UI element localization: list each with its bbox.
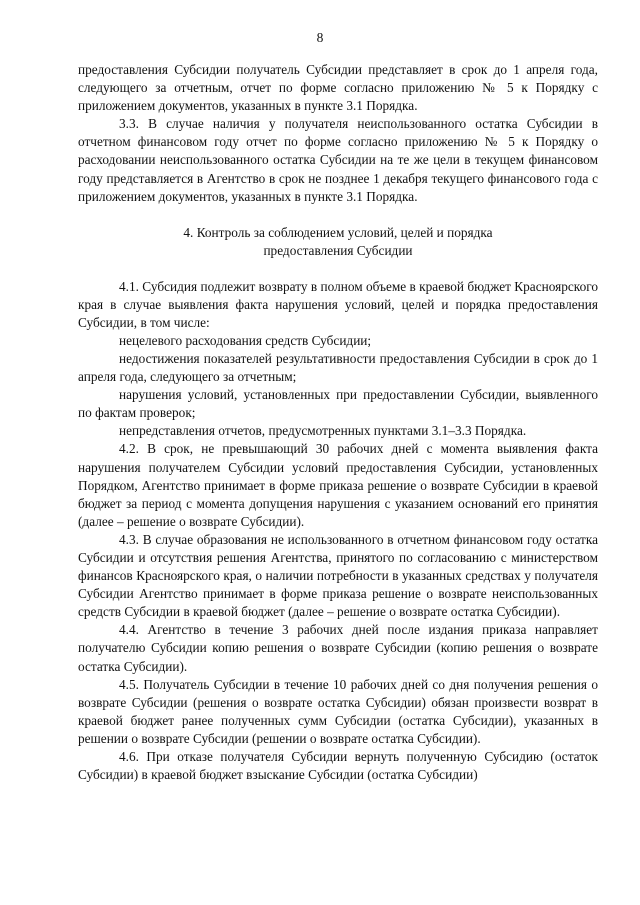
paragraph-4-1: 4.1. Субсидия подлежит возврату в полном объеме в краевой бюджет Красноярского края в случае выявления факта нарушения условий, целей и порядка предоставления Субсидии, в том числе: xyxy=(78,278,598,330)
section-heading-line-1: 4. Контроль за соблюдением условий, целей и порядка xyxy=(183,224,493,240)
paragraph-4-3: 4.3. В случае образования не использованного в отчетном финансовом году остатка Субсидии и отсутствия решения Агентства, принятого по согласованию с министерством финансов Красноярского края, о наличии потребности в указанных средствах у получателя Субсидии Агентство принимает в форме приказа решение о возврате неиспользованных средств Субсидии в краевой бюджет (далее – решение о возврате остатка Субсидии). xyxy=(78,531,598,620)
paragraph-3-2-continuation: предоставления Субсидии получатель Субсидии представляет в срок до 1 апреля года, следующего за отчетным, отчет по форме согласно приложению № 5 к Порядку с приложением документов, указанных в пункте 3.1 Порядка. xyxy=(78,62,598,114)
list-item-violations: нарушения условий, установленных при предоставлении Субсидии, выявленного по фактам проверок; xyxy=(78,387,598,421)
document-body xyxy=(78,61,598,784)
paragraph-3-3: 3.3. В случае наличия у получателя неиспользованного остатка Субсидии в отчетном финансовом году отчет по форме согласно приложению № 5 к Порядку о расходовании неиспользованного остатка Субсидии на те же цели в текущем финансовом году представляется в Агентство в срок не позднее 1 декабря текущего финансового года с приложением документов, указанных в пункте 3.1 Порядка. xyxy=(78,116,598,204)
paragraph-4-6: 4.6. При отказе получателя Субсидии вернуть полученную Субсидию (остаток Субсидии) в краевой бюджет взыскание Субсидии (остатка Субсидии) xyxy=(78,749,598,783)
list-item-reports: непредставления отчетов, предусмотренных пунктами 3.1–3.3 Порядка. xyxy=(119,423,527,439)
list-item-misuse: нецелевого расходования средств Субсидии; xyxy=(119,332,372,348)
paragraph-4-4: 4.4. Агентство в течение 3 рабочих дней после издания приказа направляет получателю Субсидии копию решения о возврате Субсидии (копию решения о возврате остатка Субсидии). xyxy=(78,622,598,674)
paragraph-4-5: 4.5. Получатель Субсидии в течение 10 рабочих дней со дня получения решения о возврате Субсидии (решения о возврате остатка Субсидии) обязан произвести возврат в краевой бюджет ранее полученных сумм Субсидии (остатка Субсидии), указанных в решении о возврате Субсидии (решении о возврате остатка Субсидии). xyxy=(78,676,598,746)
list-item-indicators: недостижения показателей результативности предоставления Субсидии в срок до 1 апреля года, следующего за отчетным; xyxy=(78,350,598,385)
paragraph-4-2: 4.2. В срок, не превышающий 30 рабочих дней с момента выявления факта нарушения получателем Субсидии условий предоставления Субсидии, установленных Порядком, Агентство принимает в форме приказа решение о возврате Субсидии в краевой бюджет за период с момента допущения нарушения с указанием оснований его принятия (далее – решение о возврате Субсидии). xyxy=(78,441,598,529)
section-heading-line-2: предоставления Субсидии xyxy=(263,243,413,259)
page-number: 8 xyxy=(316,30,324,45)
section-heading xyxy=(78,224,598,261)
